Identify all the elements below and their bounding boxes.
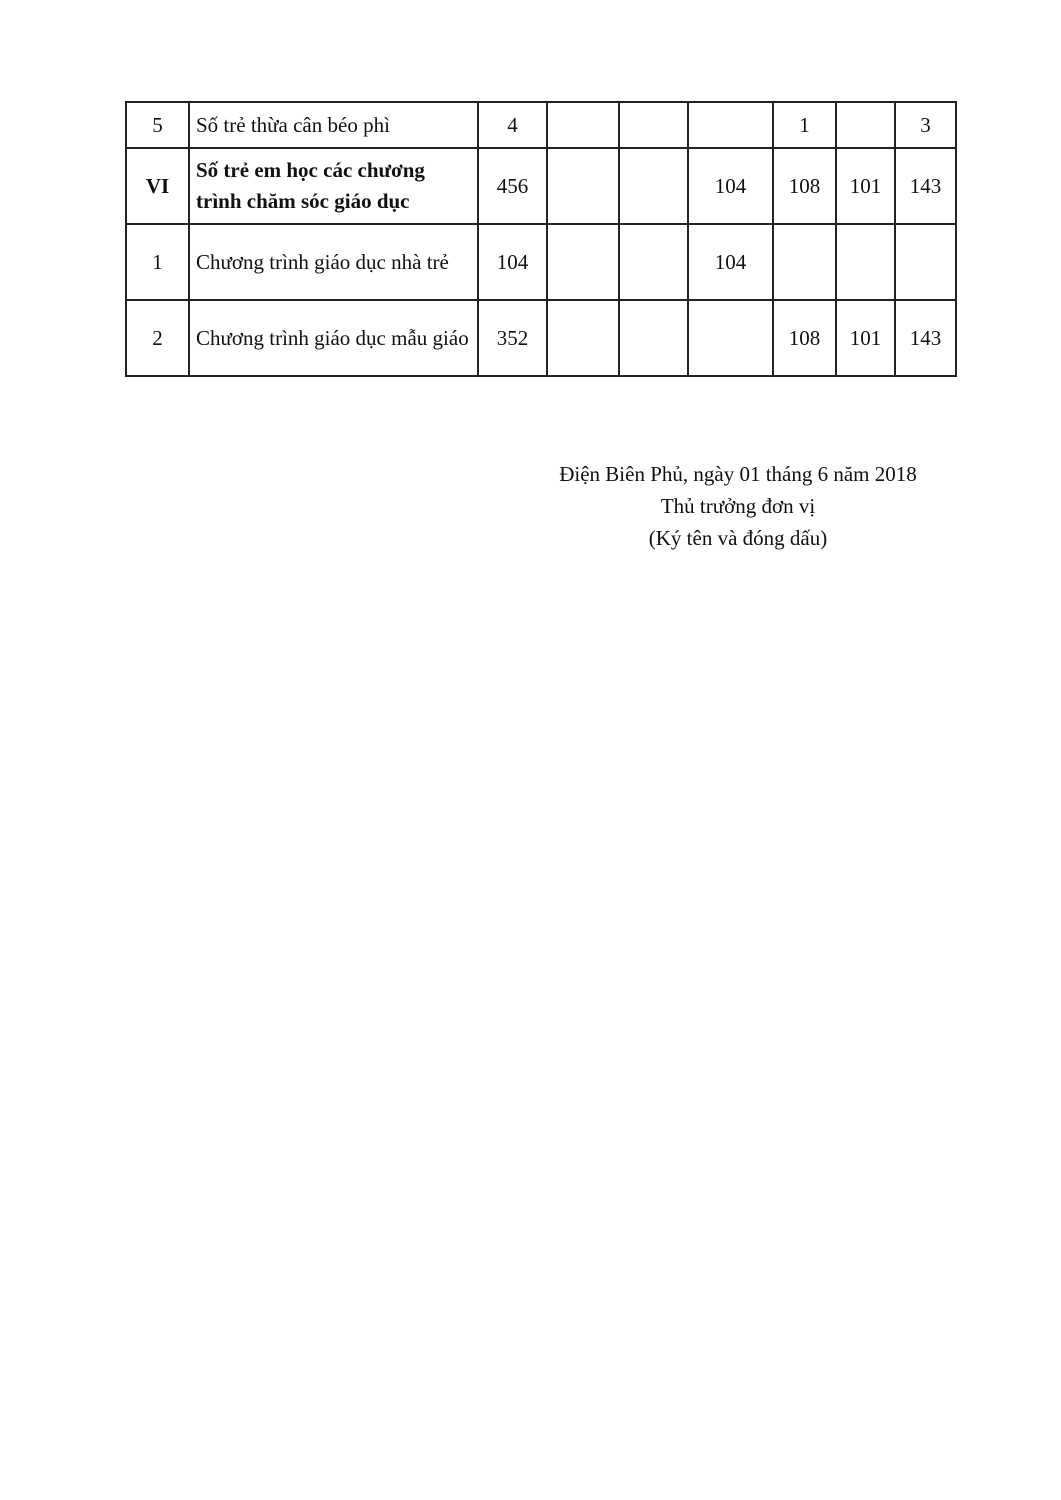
row-number: 5	[126, 102, 189, 148]
value-cell: 143	[895, 148, 956, 224]
value-cell: 143	[895, 300, 956, 376]
value-cell	[836, 102, 895, 148]
total-cell: 104	[478, 224, 547, 300]
total-cell: 352	[478, 300, 547, 376]
row-number: 1	[126, 224, 189, 300]
table-row	[126, 224, 956, 300]
value-cell	[619, 102, 688, 148]
value-cell	[547, 300, 619, 376]
table-row	[126, 300, 956, 376]
value-cell: 108	[773, 300, 836, 376]
value-cell	[619, 148, 688, 224]
signer-title: Thủ trưởng đơn vị	[660, 494, 816, 518]
value-cell	[895, 224, 956, 300]
value-cell: 108	[773, 148, 836, 224]
signature-note: (Ký tên và đóng dấu)	[648, 526, 828, 550]
value-cell	[773, 224, 836, 300]
table-row	[126, 148, 956, 224]
value-cell	[547, 102, 619, 148]
row-label: Số trẻ em học các chương trình chăm sóc giáo dục	[189, 148, 478, 224]
total-cell: 4	[478, 102, 547, 148]
value-cell: 101	[836, 148, 895, 224]
value-cell	[547, 224, 619, 300]
row-label: Chương trình giáo dục mẫu giáo	[189, 300, 478, 376]
table-row	[126, 102, 956, 148]
statistics-table	[125, 101, 957, 377]
row-label: Chương trình giáo dục nhà trẻ	[189, 224, 478, 300]
value-cell: 3	[895, 102, 956, 148]
signature-block	[540, 458, 936, 554]
value-cell	[547, 148, 619, 224]
value-cell	[619, 300, 688, 376]
value-cell	[619, 224, 688, 300]
value-cell	[836, 224, 895, 300]
value-cell: 104	[688, 224, 773, 300]
total-cell: 456	[478, 148, 547, 224]
value-cell: 101	[836, 300, 895, 376]
row-number: VI	[126, 148, 189, 224]
value-cell	[688, 102, 773, 148]
value-cell: 104	[688, 148, 773, 224]
value-cell: 1	[773, 102, 836, 148]
place-date: Điện Biên Phủ, ngày 01 tháng 6 năm 2018	[559, 462, 917, 486]
row-label: Số trẻ thừa cân béo phì	[189, 102, 478, 148]
value-cell	[688, 300, 773, 376]
row-number: 2	[126, 300, 189, 376]
